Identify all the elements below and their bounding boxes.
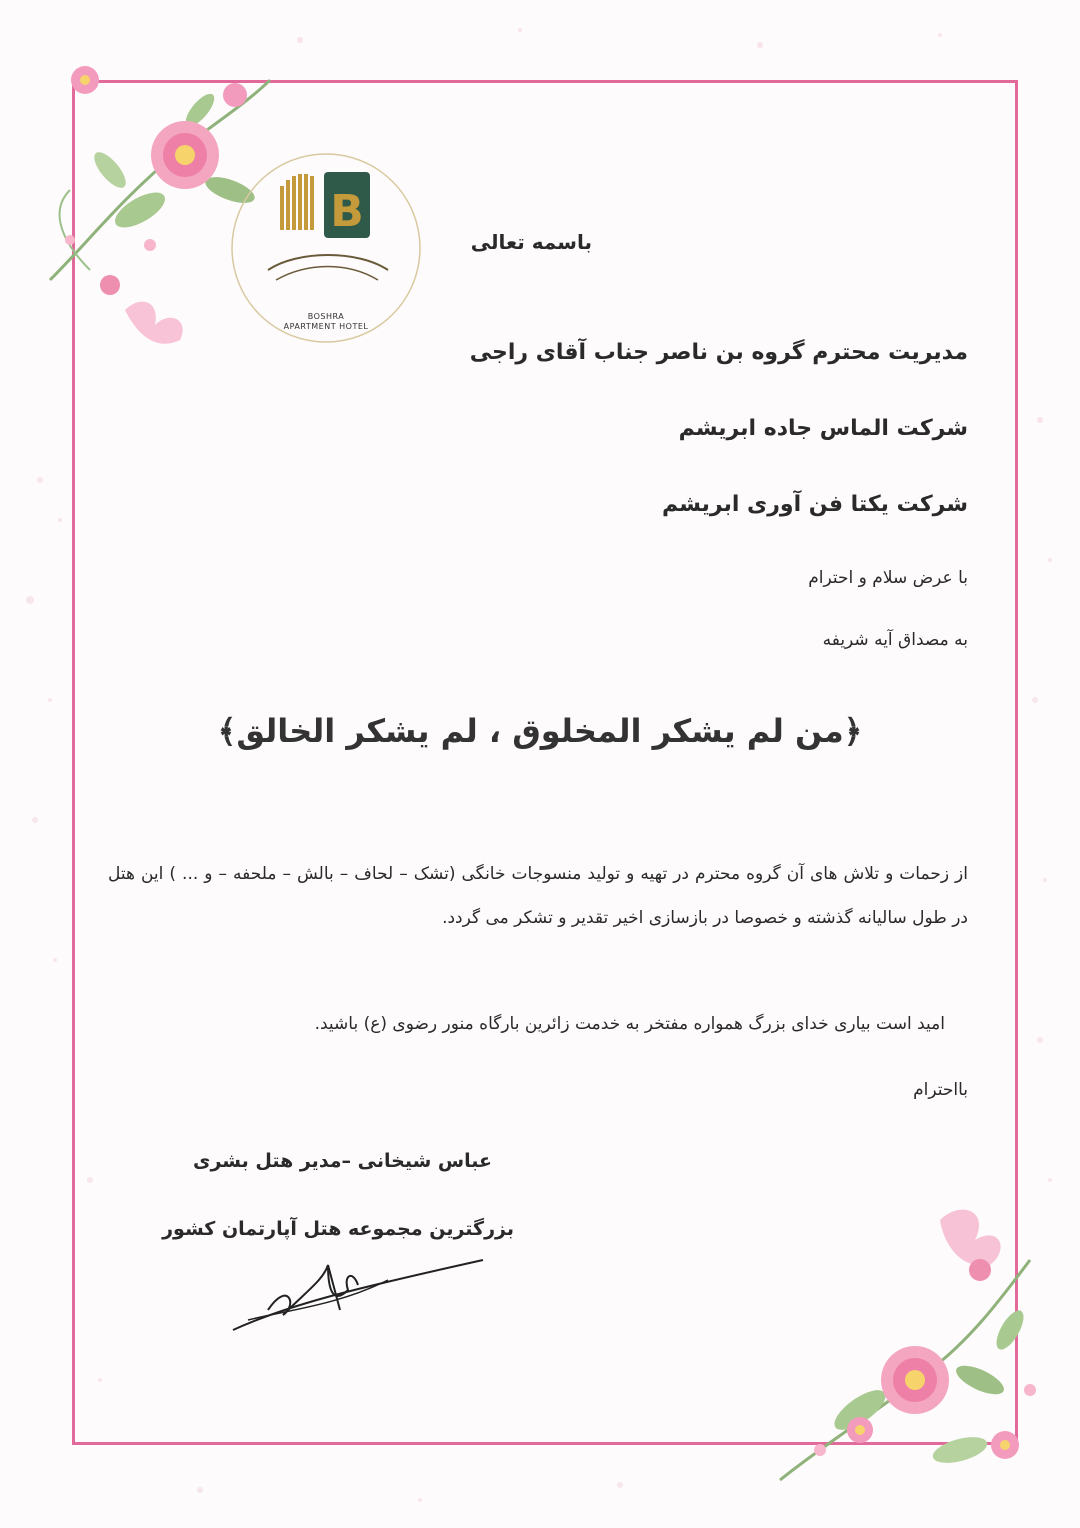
logo-english-name: BOSHRA APARTMENT HOTEL	[283, 312, 369, 331]
verse-intro: به مصداق آیه شریفه	[822, 630, 968, 650]
greeting: با عرض سلام و احترام	[808, 568, 968, 588]
svg-text:B: B	[330, 186, 364, 237]
recipient-line-1: مدیریت محترم گروه بن ناصر جناب آقای راجی	[469, 340, 968, 365]
closing-wish: امید است بیاری خدای بزرگ همواره مفتخر به خدمت زائرین بارگاه منور رضوی (ع) باشید.	[314, 1014, 945, 1034]
recipient-line-3: شرکت یکتا فن آوری ابریشم	[662, 492, 968, 517]
closing-regards: بااحترام	[913, 1080, 968, 1100]
invocation: باسمه تعالی	[470, 230, 592, 254]
signer-title: بزرگترین مجموعه هتل آپارتمان کشور	[162, 1218, 514, 1240]
page-border	[72, 80, 1018, 1445]
handwritten-signature	[228, 1250, 488, 1340]
quoted-verse: ﴿من لم یشکر المخلوق ، لم یشکر الخالق﴾	[217, 712, 863, 750]
signer-name: عباس شیخانی –مدیر هتل بشری	[193, 1150, 492, 1172]
recipient-line-2: شرکت الماس جاده ابریشم	[678, 416, 968, 441]
letter-body: از زحمات و تلاش های آن گروه محترم در تهیه و تولید منسوجات خانگی (تشک – لحاف – بالش – ملحفه – و ... ) این هتل در طول سالیانه گذشته و خصوصا در بازسازی اخیر تقدیر و تشکر می گردد.	[108, 864, 968, 928]
